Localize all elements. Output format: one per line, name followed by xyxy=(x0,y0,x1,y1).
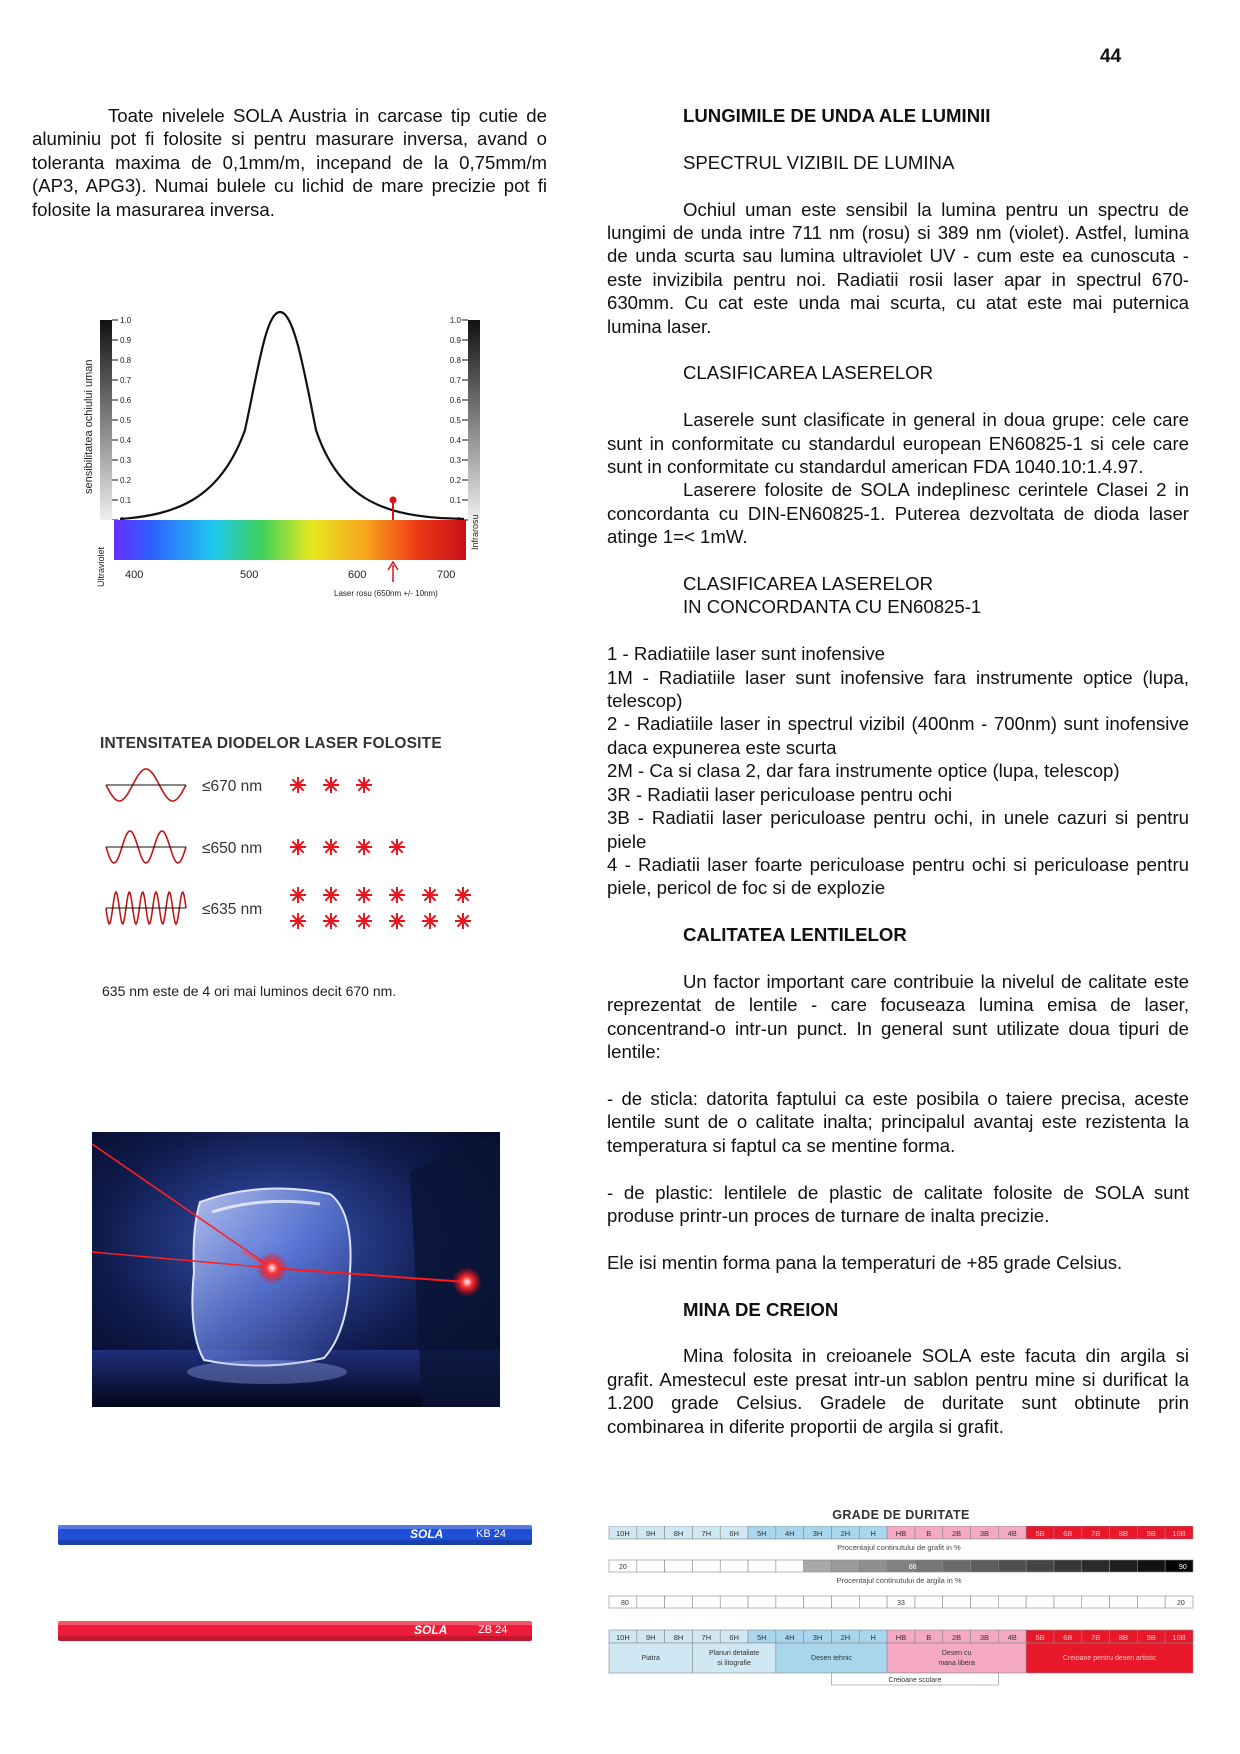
grade-label-bottom: 7B xyxy=(1091,1633,1101,1642)
grade-label: 9B xyxy=(1146,1529,1156,1538)
laser-class-item: 1M - Radiatiile laser sunt inofensive fara instrumente optice (lupa, telescop) xyxy=(607,666,1189,712)
laser-star-icon xyxy=(389,887,405,903)
clay-cell xyxy=(665,1596,693,1608)
grade-label-bottom: 4B xyxy=(1007,1633,1017,1642)
graphite-cell xyxy=(831,1560,859,1572)
wavelength-label: ≤650 nm xyxy=(202,840,263,857)
clay-cell xyxy=(637,1596,665,1608)
color-spectrum-bar xyxy=(114,520,466,560)
grade-label: 2H xyxy=(840,1529,851,1538)
graphite-label: Procentajul continutului de grafit in % xyxy=(837,1543,961,1552)
grade-label: 6H xyxy=(729,1529,739,1538)
clay-cell xyxy=(943,1596,971,1608)
clay-cell xyxy=(692,1596,720,1608)
grade-label: 3H xyxy=(812,1529,823,1538)
use-label: Piatra xyxy=(641,1655,660,1662)
clay-end: 20 xyxy=(1177,1600,1185,1607)
right-gray-scale xyxy=(468,320,480,520)
grade-label: 4H xyxy=(784,1529,795,1538)
laser-star-icon xyxy=(290,913,306,929)
grade-label-bottom: 5B xyxy=(1035,1633,1045,1642)
heading-pencil-lead: MINA DE CREION xyxy=(683,1298,839,1320)
clay-start: 80 xyxy=(621,1600,629,1607)
pencil-blue-brand: SOLA xyxy=(410,1527,444,1541)
grade-label: 10B xyxy=(1172,1529,1186,1538)
right-y-ticks xyxy=(450,316,468,525)
grade-label: 7H xyxy=(701,1529,712,1538)
laser-star-icon xyxy=(455,887,471,903)
heading-classification-en-a: CLASIFICAREA LASERELOR xyxy=(683,573,934,595)
grade-label: 5B xyxy=(1035,1529,1045,1538)
pencil-blue xyxy=(58,1525,532,1545)
laser-star-icon xyxy=(323,777,339,793)
graphite-cell xyxy=(915,1560,943,1572)
pencils-figure xyxy=(58,1525,536,1645)
graphite-cell xyxy=(1026,1560,1054,1572)
left-gray-scale xyxy=(100,320,112,520)
laser-focus-glow xyxy=(256,1252,288,1284)
grade-label-bottom: 9H xyxy=(645,1633,656,1642)
graphite-mid: 66 xyxy=(908,1564,917,1571)
wave-icon xyxy=(106,769,186,801)
school-label: Creioane scolare xyxy=(888,1677,942,1684)
graphite-cell xyxy=(1137,1560,1165,1572)
graphite-cell xyxy=(943,1560,971,1572)
pencil-red-model: ZB 24 xyxy=(478,1624,508,1636)
wave-icon xyxy=(106,831,186,863)
clay-cell xyxy=(1054,1596,1082,1608)
grade-label-bottom: 2H xyxy=(840,1633,851,1642)
clay-cell xyxy=(1026,1596,1054,1608)
paragraph-eye-sensitivity: Ochiul uman este sensibil la lumina pentru un spectru de lungimi de unda intre 711 nm (rosu) si 389 nm (violet). Astfel, lumina de unda scurta sau lumina ultraviolet UV - cum este ea cunoscuta - este invizibila pentru noi. Radiatii rosii laser apar in spectrul 670-630mm. Cu cat este unda mai scurta, cu atat este mai puternica lumina laser. xyxy=(607,198,1189,337)
heading-classification-en-b: IN CONCORDANTA CU EN60825-1 xyxy=(683,596,982,618)
grade-label-bottom: 5H xyxy=(757,1633,767,1642)
y-tick-label-right: 0.7 xyxy=(449,376,461,385)
graphite-end: 90 xyxy=(1179,1564,1187,1571)
laser-star-icon xyxy=(290,839,306,855)
paragraph-laser-groups: Laserele sunt clasificate in general in doua grupe: cele care sunt in conformitate cu standardul european EN60825-1 si cele care sunt in conformitate cu standardul american FDA 1040.10:1.4.97. xyxy=(607,409,1189,478)
laser-class-item: 2M - Ca si clasa 2, dar fara instrumente optice (lupa, telescop) xyxy=(607,760,1120,782)
grade-label-bottom: B xyxy=(926,1633,932,1642)
grade-label: 7B xyxy=(1091,1529,1101,1538)
laser-class-item: 3B - Radiatii laser periculoase pentru ochi, in unele cazuri si pentru piele xyxy=(607,807,1189,852)
hardness-figure xyxy=(607,1508,1195,1708)
laser-star-icon xyxy=(356,887,372,903)
laser-class-item: 1 - Radiatiile laser sunt inofensive xyxy=(607,643,886,665)
laser-star-icon xyxy=(356,777,372,793)
paragraph-glass-lens: - de sticla: datorita faptului ca este posibila o taiere precisa, aceste lentile sunt de o calitate inalta; principalul avantaj este rezistenta la temperatura si faptul ca se mentine forma. xyxy=(607,1087,1189,1156)
grade-label-bottom: 2B xyxy=(952,1633,962,1642)
intro-paragraph: Toate nivelele SOLA Austria in carcase tip cutie de aluminiu pot fi folosite si pentru masurare inversa, avand o toleranta maxima de 0,1mm/m, incepand de la 0,75mm/m (AP3, APG3). Numai bulele cu lichid de mare precizie pot fi folosite la masurarea inversa. xyxy=(32,105,547,220)
pencil-red xyxy=(58,1621,532,1641)
lens-photo xyxy=(92,1132,500,1407)
laser-star-icon xyxy=(323,839,339,855)
y-tick-label-right: 0.4 xyxy=(449,436,461,445)
clay-mid: 33 xyxy=(897,1600,905,1607)
graphite-cell xyxy=(1110,1560,1138,1572)
grade-label-bottom: 3B xyxy=(979,1633,990,1642)
sensitivity-curve xyxy=(120,312,464,519)
grade-label-bottom: 3H xyxy=(812,1633,823,1642)
laser-marker-dot xyxy=(390,497,397,504)
clay-cell xyxy=(915,1596,943,1608)
graphite-cell xyxy=(859,1560,887,1572)
spectrum-figure xyxy=(80,300,500,600)
intensity-title: INTENSITATEA DIODELOR LASER FOLOSITE xyxy=(100,735,442,752)
laser-star-icon xyxy=(389,839,405,855)
wavelength-label: ≤635 nm xyxy=(202,901,263,918)
use-label: Desen cu xyxy=(941,1650,972,1657)
laser-star-icon xyxy=(455,913,471,929)
laser-note: Laser rosu (650nm +/- 10nm) xyxy=(334,589,438,598)
use-cell xyxy=(692,1643,775,1673)
grade-label: 8B xyxy=(1118,1529,1129,1538)
graphite-start: 20 xyxy=(619,1564,627,1571)
clay-cell xyxy=(1137,1596,1165,1608)
clay-cell xyxy=(1110,1596,1138,1608)
ultraviolet-label: Ultraviolet xyxy=(96,546,106,587)
y-tick-label-left: 0.8 xyxy=(120,356,132,365)
clay-label: Procentajul continutului de argila in % xyxy=(836,1576,962,1585)
use-label: si litografie xyxy=(717,1660,751,1667)
graphite-cell xyxy=(804,1560,832,1572)
paragraph-pencil-lead: Mina folosita in creioanele SOLA este facuta din argila si grafit. Amestecul este presat intr-un sablon pentru mine si durificat la 1.200 grade Celsius. Gradele de duritate sunt obtinute prin combinarea in diferite proportii de argila si grafit. xyxy=(607,1345,1189,1437)
grade-label-bottom: 6B xyxy=(1063,1633,1073,1642)
laser-class-list xyxy=(607,642,1189,899)
heading-lens-quality: CALITATEA LENTILELOR xyxy=(683,924,907,946)
grade-label: 4B xyxy=(1007,1529,1017,1538)
use-label: Creioane pentru desen artistic xyxy=(1062,1655,1157,1662)
graphite-cell xyxy=(637,1560,665,1572)
graphite-cell xyxy=(665,1560,693,1572)
clay-cell xyxy=(776,1596,804,1608)
y-tick-label-right: 0.5 xyxy=(449,416,461,425)
graphite-cell xyxy=(748,1560,776,1572)
y-tick-label-right: 0.3 xyxy=(449,456,461,465)
pencil-red-brand: SOLA xyxy=(414,1623,448,1637)
clay-cell xyxy=(971,1596,999,1608)
use-cell xyxy=(887,1643,1026,1673)
y-tick-label-left: 0.6 xyxy=(120,396,132,405)
y-tick-label-left: 0.5 xyxy=(120,416,132,425)
grade-label: 6B xyxy=(1063,1529,1073,1538)
grade-label: 9H xyxy=(645,1529,656,1538)
grade-label: B xyxy=(926,1529,932,1538)
grade-label-bottom: 6H xyxy=(729,1633,739,1642)
graphite-cell xyxy=(1082,1560,1110,1572)
grade-label: H xyxy=(870,1529,876,1538)
y-tick-label-right: 0.9 xyxy=(449,336,461,345)
y-tick-label-right: 0.2 xyxy=(449,476,461,485)
clay-cell xyxy=(859,1596,887,1608)
y-tick-label-left: 0.2 xyxy=(120,476,132,485)
grade-label-bottom: HB xyxy=(895,1633,907,1642)
grade-label: 8H xyxy=(673,1529,684,1538)
y-tick-label-right: 0.1 xyxy=(449,496,461,505)
laser-spot-glow xyxy=(452,1267,482,1297)
hardness-title: GRADE DE DURITATE xyxy=(832,1508,970,1522)
clay-cell xyxy=(831,1596,859,1608)
grade-label-bottom: 8B xyxy=(1118,1633,1129,1642)
paragraph-lens-factor: Un factor important care contribuie la nivelul de calitate este reprezentat de lentile - care focuseaza lumina emisa de laser, concentrand-o intr-un punct. In general sunt utilizate doua tipuri de lentile: xyxy=(607,970,1189,1063)
grade-label-bottom: 10B xyxy=(1172,1633,1186,1642)
left-y-ticks xyxy=(112,316,132,525)
laser-star-icon xyxy=(323,887,339,903)
x-ticks xyxy=(125,569,455,581)
laser-star-icon xyxy=(356,839,372,855)
x-tick-label: 400 xyxy=(125,569,144,581)
x-tick-label: 700 xyxy=(437,569,456,581)
lens-reflection xyxy=(187,1360,347,1384)
y-tick-label-left: 1.0 xyxy=(120,316,132,325)
pencil-blue-model: KB 24 xyxy=(476,1528,506,1540)
wavelength-label: ≤670 nm xyxy=(202,778,263,795)
clay-cell xyxy=(998,1596,1026,1608)
dark-glass-panel xyxy=(410,1132,500,1407)
grade-label-bottom: 10H xyxy=(616,1633,630,1642)
hardness-chart xyxy=(607,1526,1195,1716)
y-tick-label-right: 0.6 xyxy=(449,396,461,405)
laser-class-item: 4 - Radiatii laser foarte periculoase pentru ochi si periculoase pentru piele, pericol de foc si de explozie xyxy=(607,853,1189,899)
grade-label-bottom: H xyxy=(870,1633,876,1642)
y-tick-label-left: 0.1 xyxy=(120,496,132,505)
laser-star-icon xyxy=(290,887,306,903)
use-label: mana libera xyxy=(938,1660,975,1667)
graphite-cell xyxy=(692,1560,720,1572)
y-tick-label-right: 0.8 xyxy=(449,356,461,365)
y-tick-label-left: 0.7 xyxy=(120,376,132,385)
clay-cell xyxy=(804,1596,832,1608)
grade-label: 5H xyxy=(757,1529,767,1538)
clay-cell xyxy=(748,1596,776,1608)
page-number: 44 xyxy=(1100,46,1122,67)
graphite-cell xyxy=(776,1560,804,1572)
laser-class-item: 2 - Radiatiile laser in spectrul vizibil (400nm - 700nm) sunt inofensive daca expunerea este scurta xyxy=(607,713,1189,758)
infrarosu-label: Infrarosu xyxy=(470,514,480,550)
laser-star-icon xyxy=(290,777,306,793)
clay-cell xyxy=(720,1596,748,1608)
paragraph-sola-lasers: Laserere folosite de SOLA indeplinesc cerintele Clasei 2 in concordanta cu DIN-EN60825-1. Puterea dezvoltata de dioda laser atinge 1=< 1mW. xyxy=(607,479,1189,548)
x-tick-label: 500 xyxy=(240,569,259,581)
graphite-cell xyxy=(998,1560,1026,1572)
use-label: Desen tehnic xyxy=(811,1655,852,1662)
grade-label: 2B xyxy=(952,1529,962,1538)
y-tick-label-right: 1.0 xyxy=(449,316,461,325)
y-tick-label-left: 0.4 xyxy=(120,436,132,445)
grade-label-bottom: 7H xyxy=(701,1633,712,1642)
grade-label-bottom: 8H xyxy=(673,1633,684,1642)
intensity-rows xyxy=(100,765,520,965)
graphite-cell xyxy=(720,1560,748,1572)
laser-class-item: 3R - Radiatii laser periculoase pentru ochi xyxy=(607,783,953,805)
grade-label-bottom: 4H xyxy=(784,1633,795,1642)
grade-label-bottom: 9B xyxy=(1146,1633,1156,1642)
wave-icon xyxy=(106,892,186,924)
y-tick-label-left: 0.9 xyxy=(120,336,132,345)
intensity-note: 635 nm este de 4 ori mai luminos decit 670 nm. xyxy=(102,983,397,999)
y-axis-label: sensibilitatea ochiului uman xyxy=(83,359,95,494)
use-label: Planuri detaliate xyxy=(709,1650,760,1657)
laser-star-icon xyxy=(422,887,438,903)
laser-star-icon xyxy=(422,913,438,929)
laser-star-icon xyxy=(323,913,339,929)
graphite-cell xyxy=(1054,1560,1082,1572)
heading-wavelengths: LUNGIMILE DE UNDA ALE LUMINII xyxy=(683,105,991,126)
heading-visible-spectrum: SPECTRUL VIZIBIL DE LUMINA xyxy=(683,151,955,173)
heading-laser-classification: CLASIFICAREA LASERELOR xyxy=(683,362,934,384)
left-column xyxy=(32,104,547,221)
laser-star-icon xyxy=(389,913,405,929)
paragraph-temperature: Ele isi mentin forma pana la temperaturi de +85 grade Celsius. xyxy=(607,1251,1123,1273)
laser-star-icon xyxy=(356,913,372,929)
grade-label: 3B xyxy=(979,1529,990,1538)
clay-cell xyxy=(1082,1596,1110,1608)
x-tick-label: 600 xyxy=(348,569,367,581)
right-column xyxy=(607,104,1189,1438)
grade-label: HB xyxy=(895,1529,907,1538)
y-tick-label-left: 0.3 xyxy=(120,456,132,465)
laser-intensity-figure xyxy=(100,735,520,1005)
paragraph-plastic-lens: - de plastic: lentilele de plastic de calitate folosite de SOLA sunt produse printr-un proces de turnare de inalta precizie. xyxy=(607,1181,1189,1226)
graphite-cell xyxy=(971,1560,999,1572)
grade-label: 10H xyxy=(616,1529,630,1538)
